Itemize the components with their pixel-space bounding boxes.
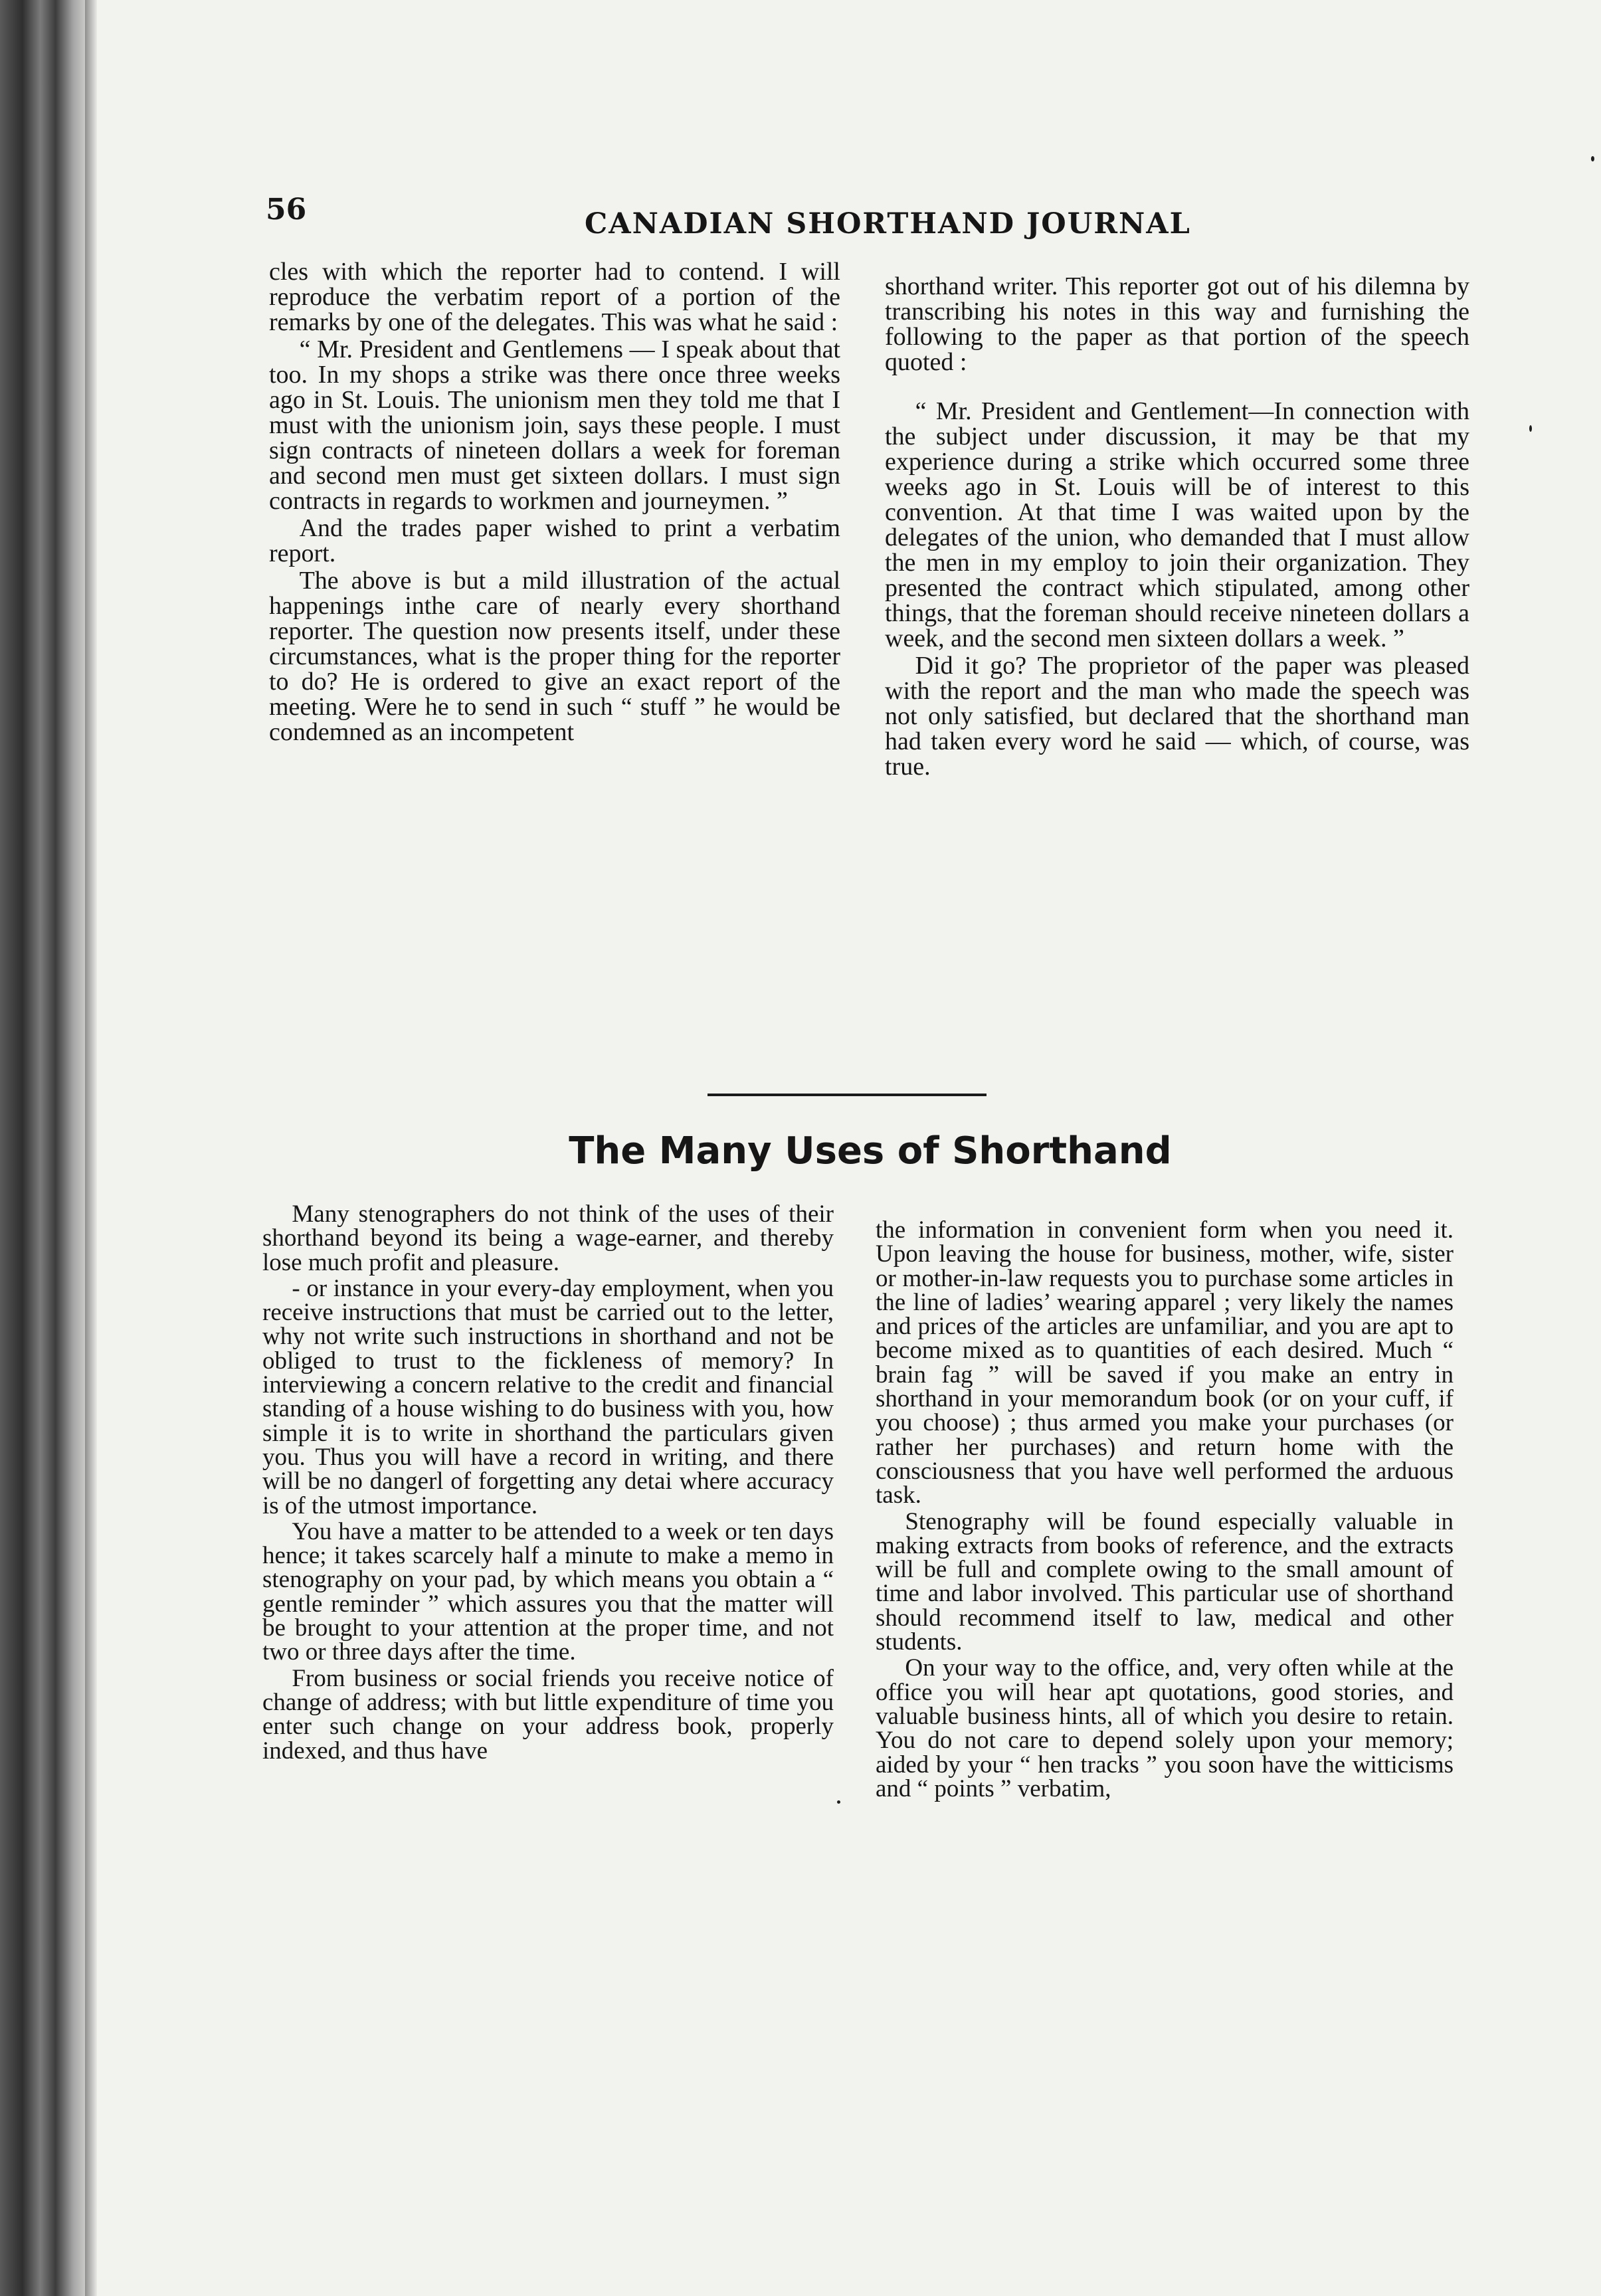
paragraph: And the trades paper wished to print a verbatim report. <box>269 514 840 567</box>
running-title: CANADIAN SHORTHAND JOURNAL <box>585 207 1191 240</box>
article-title: The Many Uses of Shorthand <box>569 1129 1172 1173</box>
page-gutter <box>85 0 97 2296</box>
paragraph: the information in convenient form when you need it. Upon leaving the house for business, mother, wife, sister or mother-in-law requests you to purchase some articles in the line of ladies’ wearing apparel ; very likely the names and prices of the articles are unfamiliar, and you are apt to become mixed as to quantities of each desired. Much “ brain fag ” will be saved if you make an entry in shorthand in your memorandum book (or on your cuff, if you choose) ; thus armed you make your purchases (or rather her purchases) and return home with the consciousness that you have well performed the arduous task. <box>876 1216 1454 1509</box>
article-main-left-column <box>262 1202 834 1765</box>
paragraph: From business or social friends you receive notice of change of address; with but little expenditure of time you enter such change on your address book, properly indexed, and thus have <box>262 1664 834 1765</box>
paragraph: cles with which the reporter had to contend. I will reproduce the verbatim report of a portion of the remarks by one of the delegates. This was what he said : <box>269 258 840 336</box>
page-number: 56 <box>266 193 307 227</box>
scan-speck <box>837 1800 840 1804</box>
paragraph: Stenography will be found especially valuable in making extracts from books of reference, and the extracts will be full and complete owing to the small amount of time and labor involved. This particular use of shorthand should recommend itself to law, medical and other students. <box>876 1507 1454 1656</box>
section-divider <box>707 1094 987 1096</box>
paragraph: The above is but a mild illustration of the actual happenings inthe care of nearly every shorthand reporter. The question now presents itself, under these circumstances, what is the proper thing for the reporter to do? He is ordered to give an exact report of the meeting. Were he to send in such “ stuff ” he would be condemned as an incompetent <box>269 567 840 746</box>
paragraph: Did it go? The proprietor of the paper was pleased with the report and the man who made the speech was not only satisfied, but declared that the shorthand man had taken every word he said — which, of course, was true. <box>885 652 1469 781</box>
paragraph: “ Mr. President and Gentlement—In connection with the subject under discussion, it may be that my experience during a strike which occurred some three weeks ago in St. Louis will be of interest to this convention. At that time I was waited upon by the delegates of the union, who demanded that I must allow the men in my employ to join their organization. They presented the contract which stipulated, among other things, that the foreman should receive nineteen dollars a week, and the second men sixteen dollars a week. ” <box>885 397 1469 652</box>
paragraph: shorthand writer. This reporter got out of his dilemna by transcribing his notes in this way and furnishing the following to the paper as that portion of the speech quoted : <box>885 272 1469 376</box>
scan-speck <box>1529 425 1532 432</box>
paragraph: You have a matter to be attended to a week or ten days hence; it takes scarcely half a minute to make a memo in stenography on your pad, by which means you obtain a “ gentle reminder ” which assures you that the matter will be brought to your attention at the proper time, and not two or three days after the time. <box>262 1517 834 1666</box>
paragraph: Many stenographers do not think of the uses of their shorthand beyond its being a wage-earner, and thereby lose much profit and pleasure. <box>262 1200 834 1276</box>
paragraph: - or instance in your every-day employment, when you receive instructions that must be carried out to the letter, why not write such instructions in shorthand and not be obliged to trust to the fickleness of memory? In interviewing a concern relative to the credit and financial standing of a house wishing to do business with you, how simple it is to write in shorthand the particulars given you. Thus you will have a record in writing, and there will be no dangerl of forgetting any detai where accuracy is of the utmost importance. <box>262 1274 834 1519</box>
article-top-left-column <box>269 259 840 747</box>
paragraph: “ Mr. President and Gentlemens — I speak about that too. In my shops a strike was there once three weeks ago in St. Louis. The unionism men they told me that I must with the unionism join, says these people. I must sign contracts of nineteen dollars a week for foreman and second men must get sixteen dollars. I must sign contracts in regards to workmen and journeymen. ” <box>269 335 840 515</box>
scan-speck <box>1591 156 1594 161</box>
article-top-right-column <box>885 274 1469 781</box>
article-main-right-column <box>876 1218 1454 1803</box>
paragraph: On your way to the office, and, very often while at the office you will hear apt quotations, good stories, and valuable business hints, all of which you desire to retain. You do not care to depend solely upon your memory; aided by your “ hen tracks ” you soon have the witticisms and “ points ” verbatim, <box>876 1654 1454 1802</box>
book-binding-shadow <box>0 0 90 2296</box>
